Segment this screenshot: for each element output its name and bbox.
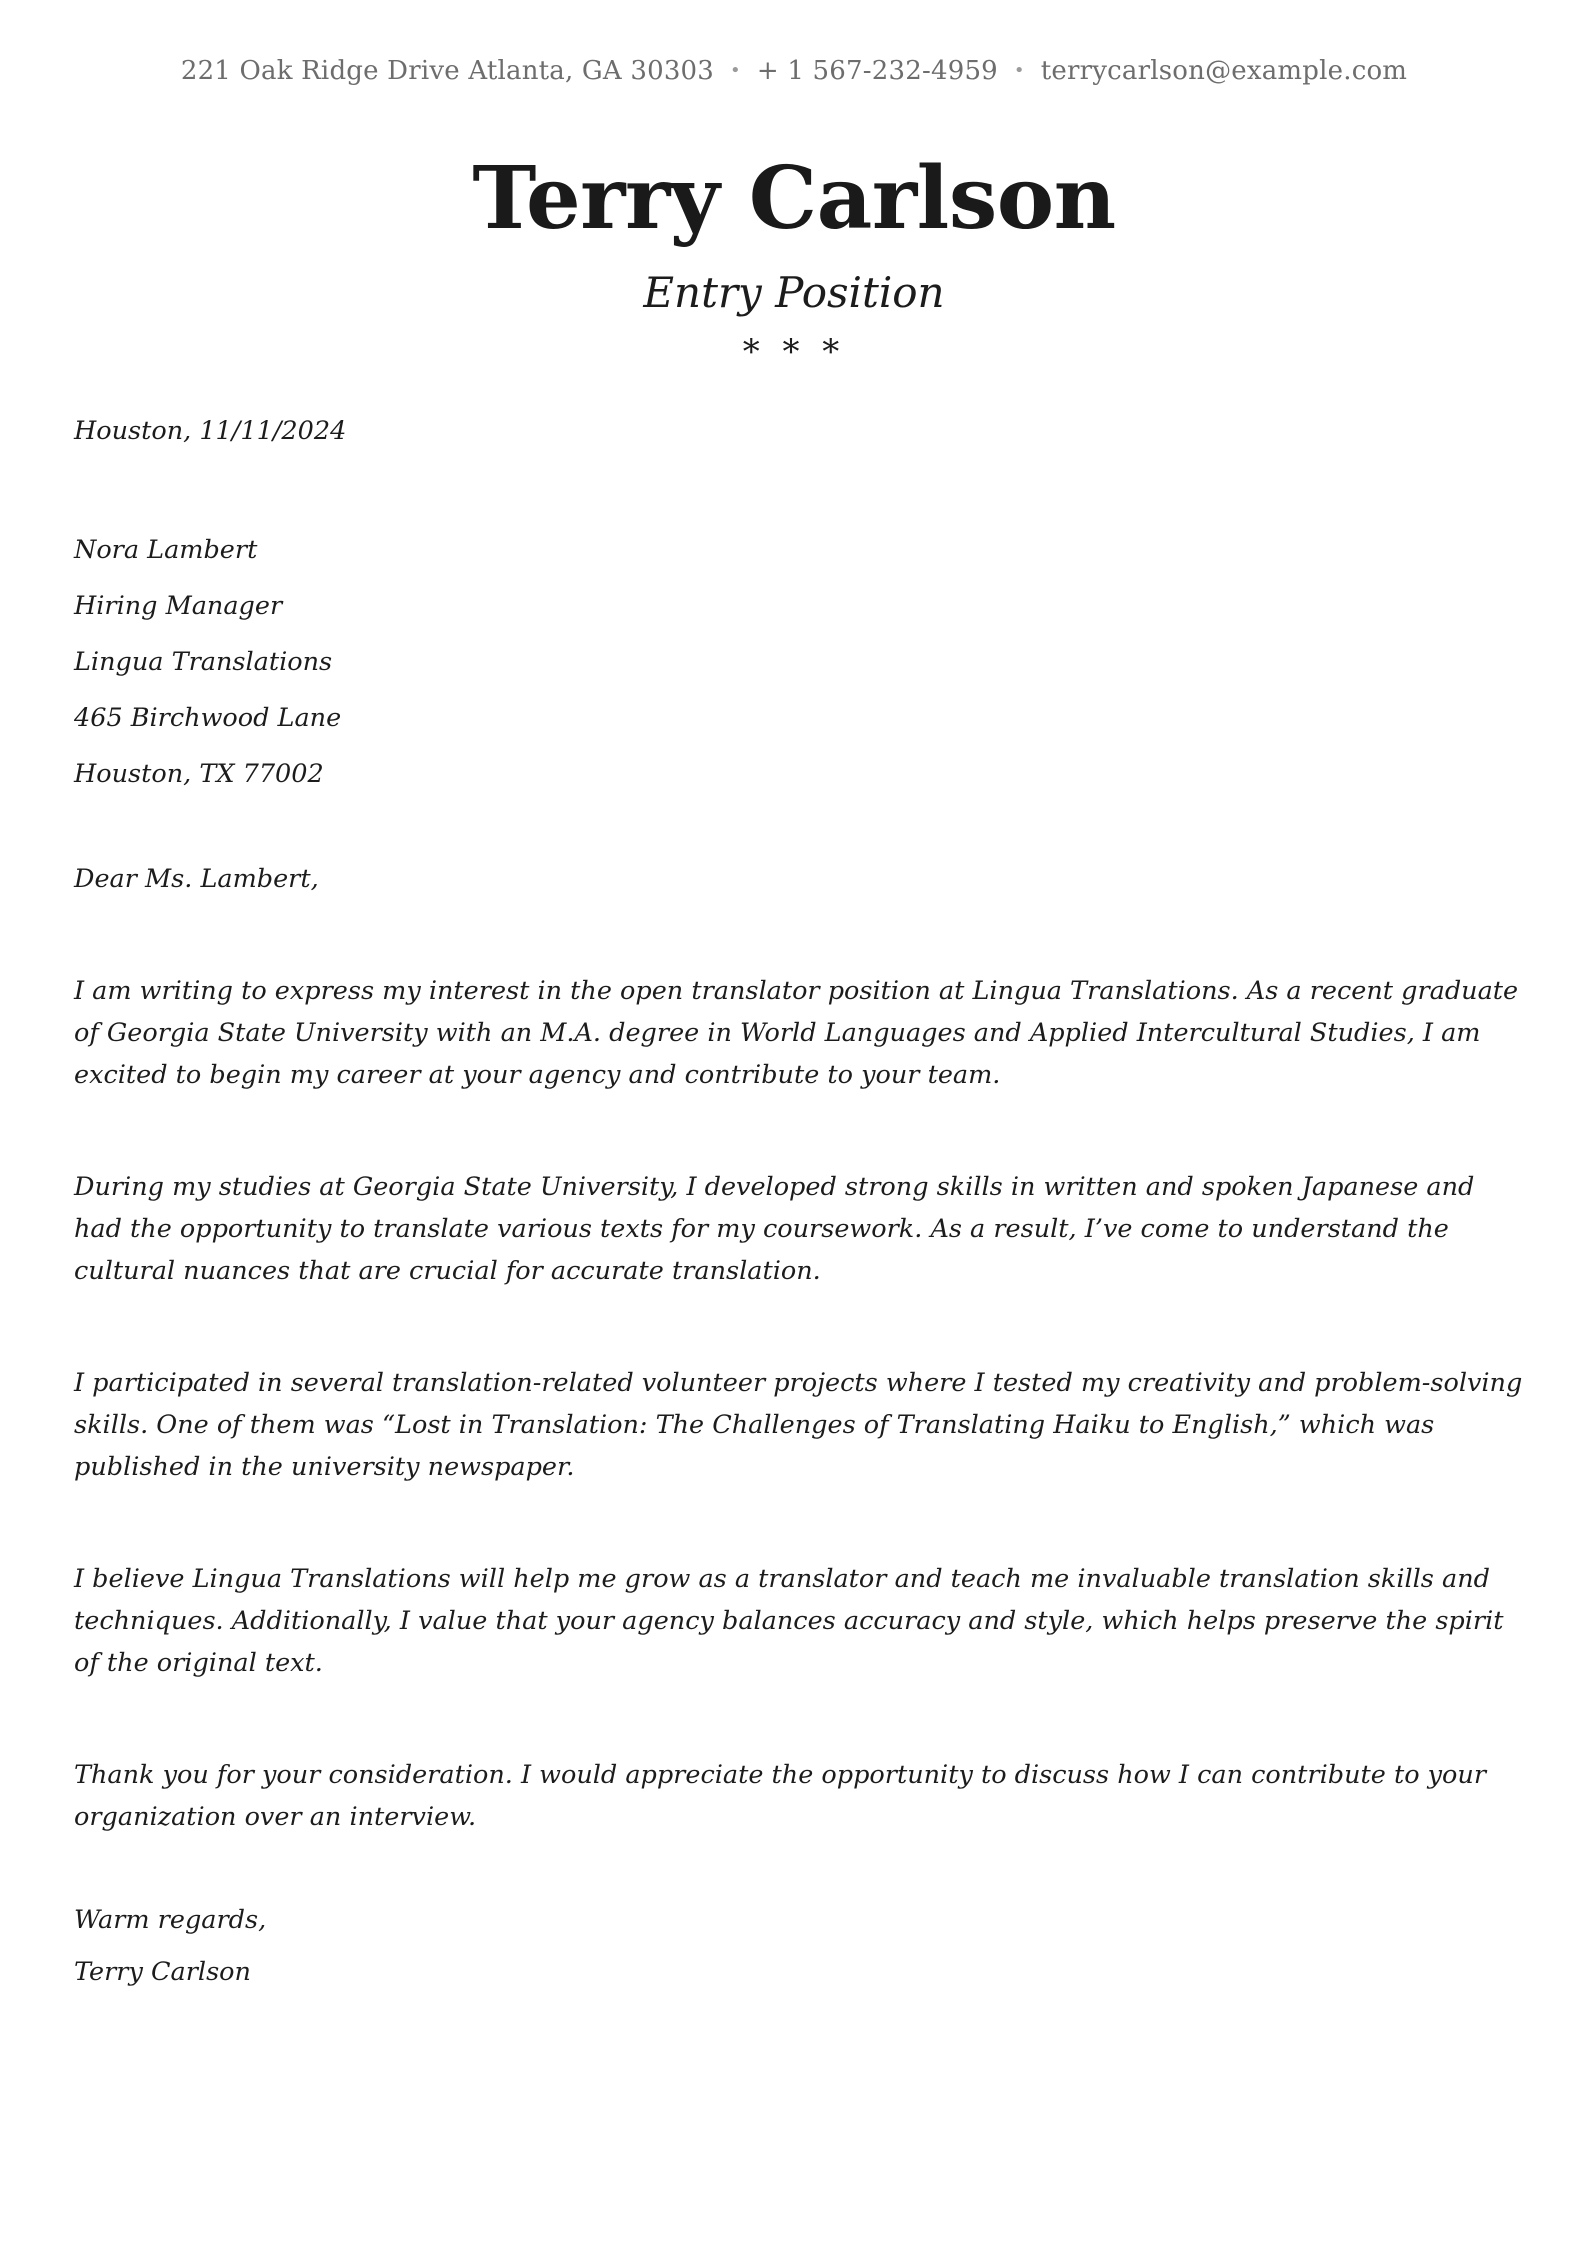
recipient-title: Hiring Manager (74, 591, 283, 621)
body-paragraph: Thank you for your consideration. I would appreciate the opportunity to discuss how I can contribute to your organization over an interview. (74, 1760, 1487, 1832)
recipient-name: Nora Lambert (74, 535, 258, 565)
applicant-name: Terry Carlson (472, 148, 1116, 249)
contact-separator: • (1013, 60, 1025, 81)
signature: Terry Carlson (74, 1957, 251, 1987)
ornament-divider: * * * (742, 332, 846, 372)
contact-email: terrycarlson@example.com (1040, 56, 1408, 86)
recipient-city: Houston, TX 77002 (74, 759, 324, 789)
recipient-street: 465 Birchwood Lane (74, 703, 342, 733)
contact-line (0, 56, 1588, 86)
recipient-company: Lingua Translations (74, 647, 333, 677)
body-paragraph: I am writing to express my interest in the open translator position at Lingua Translations. As a recent graduate of Georgia State University with an M.A. degree in World Languages and Applied Intercultural Studies, I am excited to begin my career at your agency and contribute to your team. (74, 976, 1519, 1090)
body-paragraph: During my studies at Georgia State University, I developed strong skills in written and spoken Japanese and had the opportunity to translate various texts for my coursework. As a result, I’ve come to understand the cultural nuances that are crucial for accurate translation. (74, 1172, 1475, 1286)
body-paragraph: I participated in several translation-related volunteer projects where I tested my creativity and problem-solving skills. One of them was “Lost in Translation: The Challenges of Translating Haiku to English,” which was published in the university newspaper. (74, 1368, 1523, 1482)
contact-separator: • (730, 60, 741, 81)
closing-block (74, 1894, 1524, 1998)
letter-date: Houston, 11/11/2024 (74, 416, 347, 446)
contact-phone: + 1 567-232-4959 (756, 56, 998, 86)
applicant-position: Entry Position (643, 268, 945, 317)
contact-address: 221 Oak Ridge Drive Atlanta, GA 30303 (180, 56, 715, 86)
closing-phrase: Warm regards, (74, 1905, 267, 1935)
letter-body (74, 410, 1524, 1998)
salutation: Dear Ms. Lambert, (74, 864, 319, 894)
recipient-block (74, 522, 1524, 802)
body-paragraph: I believe Lingua Translations will help me grow as a translator and teach me invaluable translation skills and techniques. Additionally, I value that your agency balances accuracy and style, which helps preserve the spirit of the original text. (74, 1564, 1504, 1678)
